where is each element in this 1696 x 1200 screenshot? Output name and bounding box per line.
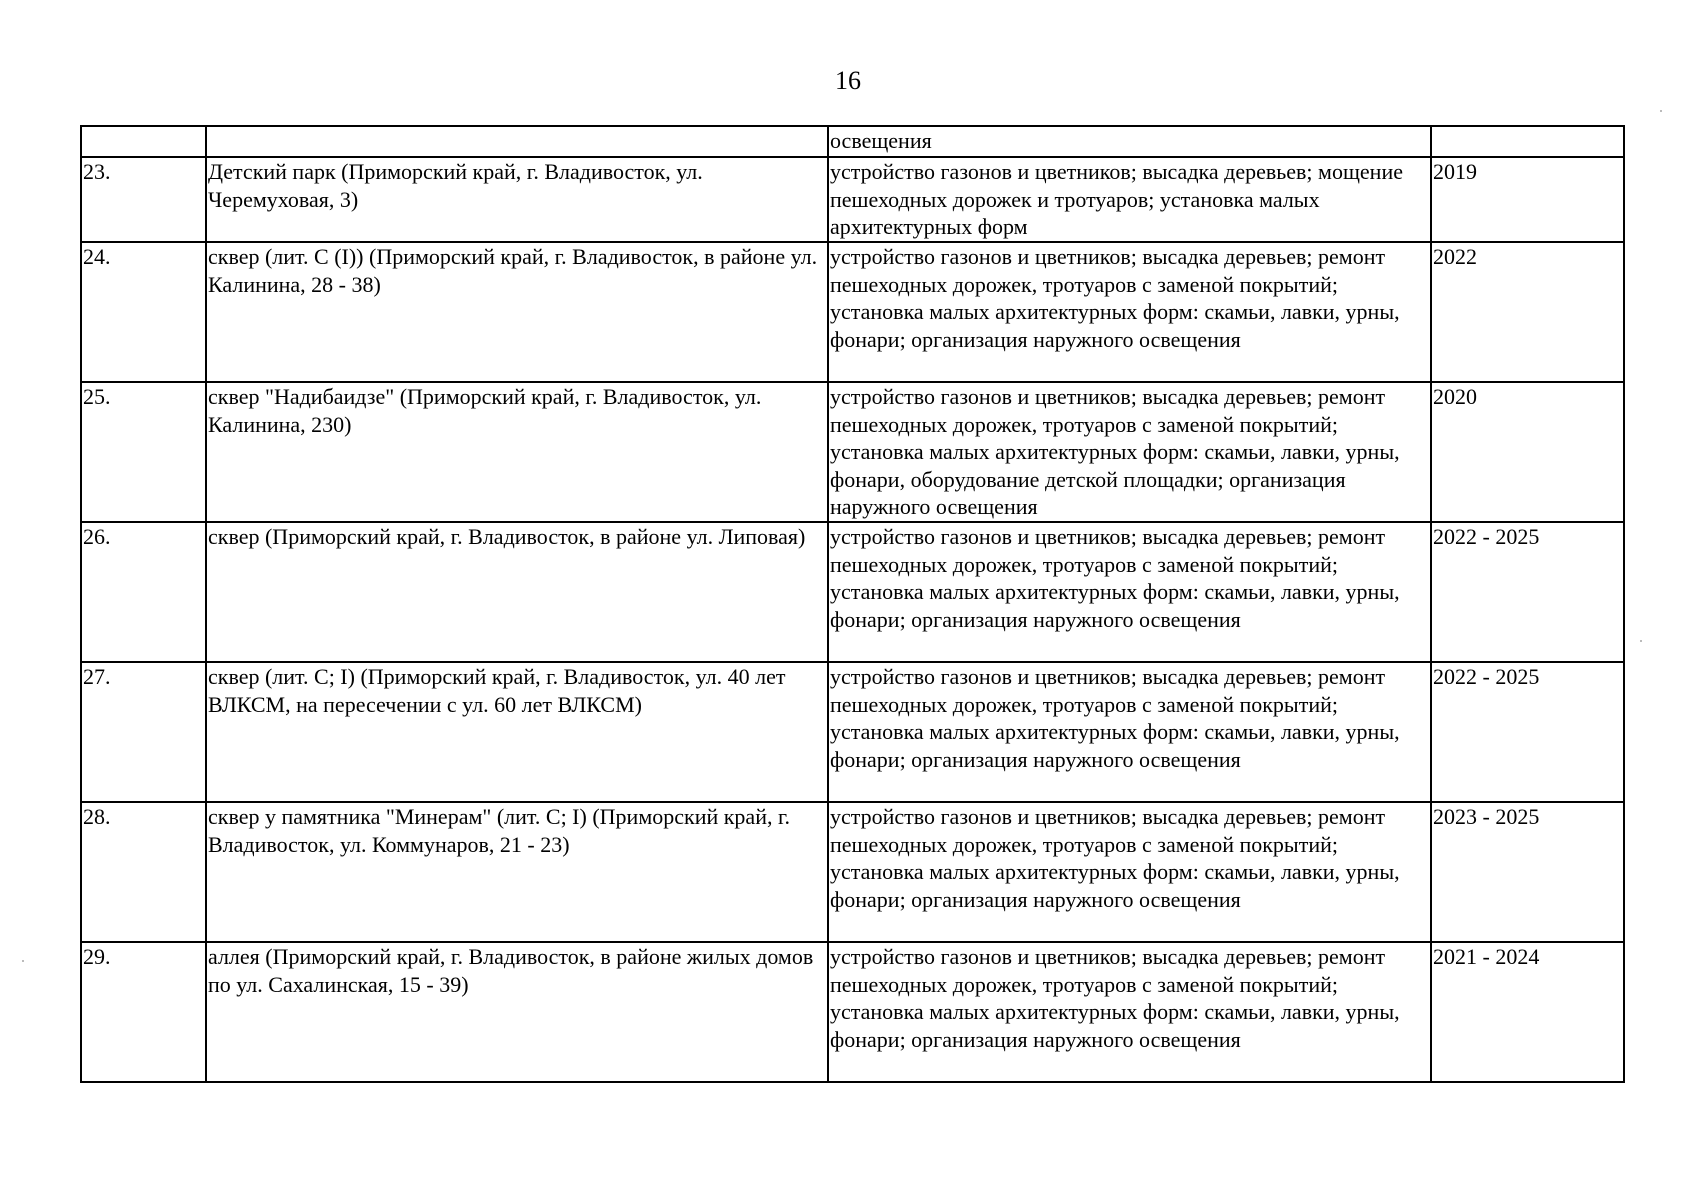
works-cell: освещения xyxy=(828,126,1431,157)
object-cell xyxy=(206,126,828,157)
works-cell: устройство газонов и цветников; высадка деревьев; ремонт пешеходных дорожек, тротуаров с заменой покрытий; установка малых архитектурных форм: скамьи, лавки, урны, фонари; организация наружного освещения xyxy=(828,242,1431,382)
years-cell: 2020 xyxy=(1431,382,1624,522)
works-cell: устройство газонов и цветников; высадка деревьев; ремонт пешеходных дорожек, тротуаров с заменой покрытий; установка малых архитектурных форм: скамьи, лавки, урны, фонари; организация наружного освещения xyxy=(828,522,1431,662)
scan-speck xyxy=(22,960,24,962)
table-row xyxy=(81,157,1624,242)
works-cell: устройство газонов и цветников; высадка деревьев; мощение пешеходных дорожек и тротуаров; установка малых архитектурных форм xyxy=(828,157,1431,242)
table-row-continuation xyxy=(81,126,1624,157)
years-cell xyxy=(1431,126,1624,157)
table-row xyxy=(81,662,1624,802)
row-number-cell: 25. xyxy=(81,382,206,522)
object-cell: сквер (Приморский край, г. Владивосток, в районе ул. Липовая) xyxy=(206,522,828,662)
table-row xyxy=(81,242,1624,382)
object-cell: сквер "Надибаидзе" (Приморский край, г. Владивосток, ул. Калинина, 230) xyxy=(206,382,828,522)
works-cell: устройство газонов и цветников; высадка деревьев; ремонт пешеходных дорожек, тротуаров с заменой покрытий; установка малых архитектурных форм: скамьи, лавки, урны, фонари, оборудование детской площадки; организация наружного освещения xyxy=(828,382,1431,522)
years-cell: 2021 - 2024 xyxy=(1431,942,1624,1082)
years-cell: 2022 - 2025 xyxy=(1431,522,1624,662)
row-number-cell xyxy=(81,126,206,157)
works-cell: устройство газонов и цветников; высадка деревьев; ремонт пешеходных дорожек, тротуаров с заменой покрытий; установка малых архитектурных форм: скамьи, лавки, урны, фонари; организация наружного освещения xyxy=(828,662,1431,802)
scan-speck xyxy=(1640,640,1642,642)
works-cell: устройство газонов и цветников; высадка деревьев; ремонт пешеходных дорожек, тротуаров с заменой покрытий; установка малых архитектурных форм: скамьи, лавки, урны, фонари; организация наружного освещения xyxy=(828,942,1431,1082)
table-row xyxy=(81,522,1624,662)
row-number-cell: 24. xyxy=(81,242,206,382)
table-row xyxy=(81,382,1624,522)
years-cell: 2023 - 2025 xyxy=(1431,802,1624,942)
objects-table xyxy=(80,125,1625,1083)
table-row xyxy=(81,942,1624,1082)
row-number-cell: 27. xyxy=(81,662,206,802)
object-cell: аллея (Приморский край, г. Владивосток, в районе жилых домов по ул. Сахалинская, 15 - 39) xyxy=(206,942,828,1082)
row-number-cell: 23. xyxy=(81,157,206,242)
years-cell: 2022 - 2025 xyxy=(1431,662,1624,802)
object-cell: сквер у памятника "Минерам" (лит. С; I) (Приморский край, г. Владивосток, ул. Коммунаров, 21 - 23) xyxy=(206,802,828,942)
object-cell: сквер (лит. С (I)) (Приморский край, г. Владивосток, в районе ул. Калинина, 28 - 38) xyxy=(206,242,828,382)
table-row xyxy=(81,802,1624,942)
row-number-cell: 29. xyxy=(81,942,206,1082)
years-cell: 2022 xyxy=(1431,242,1624,382)
works-cell: устройство газонов и цветников; высадка деревьев; ремонт пешеходных дорожек, тротуаров с заменой покрытий; установка малых архитектурных форм: скамьи, лавки, урны, фонари; организация наружного освещения xyxy=(828,802,1431,942)
scan-speck xyxy=(1660,110,1662,112)
row-number-cell: 26. xyxy=(81,522,206,662)
object-cell: Детский парк (Приморский край, г. Владивосток, ул. Черемуховая, 3) xyxy=(206,157,828,242)
years-cell: 2019 xyxy=(1431,157,1624,242)
object-cell: сквер (лит. С; I) (Приморский край, г. Владивосток, ул. 40 лет ВЛКСМ, на пересечении с ул. 60 лет ВЛКСМ) xyxy=(206,662,828,802)
page-number: 16 xyxy=(835,66,861,95)
row-number-cell: 28. xyxy=(81,802,206,942)
